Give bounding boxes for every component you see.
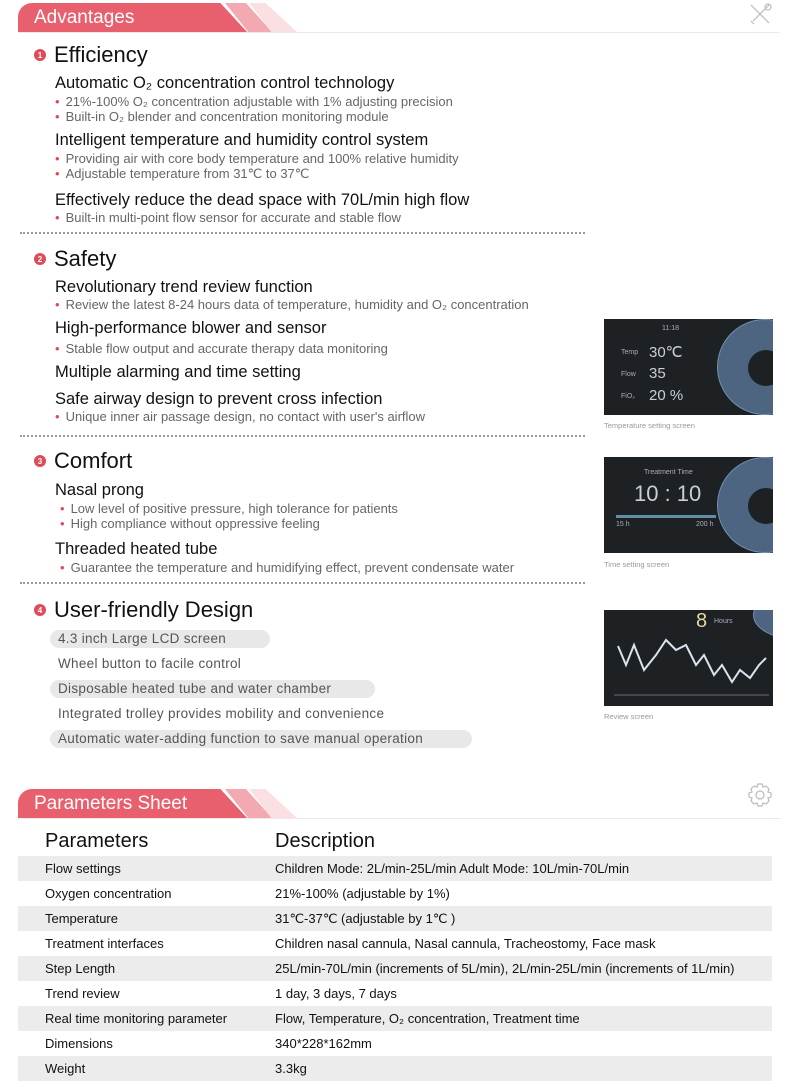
parameters-title: Parameters Sheet [34,793,188,814]
feature-pill: Disposable heated tube and water chamber [50,680,375,698]
parameter-description: 340*228*162mm [275,1036,372,1051]
parameter-description: Children Mode: 2L/min-25L/min Adult Mode: 10L/min-70L/min [275,856,772,881]
parameter-description: Children nasal cannula, Nasal cannula, Tracheostomy, Face mask [275,936,656,951]
feature-bullet: • 21%-100% O₂ concentration adjustable with 1% adjusting precision [55,94,453,109]
feature-heading: High-performance blower and sensor [55,319,327,337]
feature-heading: Automatic O₂ concentration control technology [55,74,395,92]
feature-heading: Threaded heated tube [55,540,218,558]
parameter-name: Step Length [18,956,275,981]
screen-caption: Review screen [604,712,654,721]
feature-pill: Integrated trolley provides mobility and convenience [58,706,385,721]
parameter-name: Flow settings [18,856,275,881]
parameter-description: 31℃-37℃ (adjustable by 1℃ ) [275,906,772,931]
section-safety: 2 Safety [34,246,116,272]
table-row [18,1031,772,1056]
advantages-title: Advantages [34,7,135,28]
feature-heading: Intelligent temperature and humidity control system [55,131,429,149]
feature-bullet: • Adjustable temperature from 31℃ to 37℃ [55,166,309,182]
parameter-description: 1 day, 3 days, 7 days [275,986,397,1001]
parameter-name: Trend review [45,986,120,1001]
section-efficiency: 1 Efficiency [34,42,148,68]
feature-bullet: • Review the latest 8-24 hours data of temperature, humidity and O₂ concentration [55,297,529,312]
parameter-name: Dimensions [45,1036,113,1051]
table-row [18,981,772,1006]
feature-bullet: • Stable flow output and accurate therapy data monitoring [55,341,388,356]
feature-pill: Automatic water-adding function to save manual operation [50,730,472,748]
parameter-description: 25L/min-70L/min (increments of 5L/min), 2L/min-25L/min (increments of 1L/min) [275,956,772,981]
gear-icon [747,782,773,808]
column-header: Description [275,829,376,852]
screen-caption: Temperature setting screen [604,421,695,430]
parameter-description: 3.3kg [275,1056,772,1081]
temperature-screen-image: 11:18 Temp 30℃ Flow 35 FiO₂ 20 % [604,319,773,415]
parameters-banner [18,789,288,819]
review-screen-image: 8 Hours [604,610,773,706]
screen-caption: Time setting screen [604,560,670,569]
feature-pill: 4.3 inch Large LCD screen [50,630,270,648]
section-user-friendly: 4 User-friendly Design [34,597,253,623]
feature-bullet: • Built-in O₂ blender and concentration monitoring module [55,109,389,124]
feature-bullet: • Built-in multi-point flow sensor for accurate and stable flow [55,210,401,225]
feature-heading: Multiple alarming and time setting [55,363,301,381]
table-row [18,931,772,956]
parameter-name: Treatment interfaces [45,936,164,951]
parameters-table [18,826,772,1081]
table-row [18,906,772,931]
tools-icon [748,2,774,26]
parameter-name: Oxygen concentration [45,886,172,901]
feature-bullet: • High compliance without oppressive feeling [60,516,320,531]
table-row [18,1056,772,1081]
feature-bullet: • Unique inner air passage design, no contact with user's airflow [55,409,425,424]
table-row [18,1006,772,1031]
feature-bullet: • Low level of positive pressure, high tolerance for patients [60,501,398,516]
section-comfort: 3 Comfort [34,448,132,474]
parameter-description: 21%-100% (adjustable by 1%) [275,886,450,901]
feature-heading: Nasal prong [55,481,144,499]
column-header: Parameters [45,829,149,852]
parameter-name: Weight [18,1056,275,1081]
feature-heading: Safe airway design to prevent cross infection [55,390,383,408]
feature-pill: Wheel button to facile control [58,656,242,671]
feature-heading: Effectively reduce the dead space with 70L/min high flow [55,191,470,209]
parameter-description: Flow, Temperature, O₂ concentration, Treatment time [275,1006,772,1031]
time-screen-image: Treatment Time 10 : 10 15 h 200 h [604,457,773,553]
feature-bullet: • Guarantee the temperature and humidifying effect, prevent condensate water [60,560,514,575]
parameter-name: Real time monitoring parameter [18,1006,275,1031]
advantages-banner [18,3,288,33]
feature-bullet: • Providing air with core body temperature and 100% relative humidity [55,151,459,166]
table-row [18,856,772,881]
table-row [18,881,772,906]
feature-heading: Revolutionary trend review function [55,278,313,296]
parameter-name: Temperature [18,906,275,931]
table-row [18,956,772,981]
